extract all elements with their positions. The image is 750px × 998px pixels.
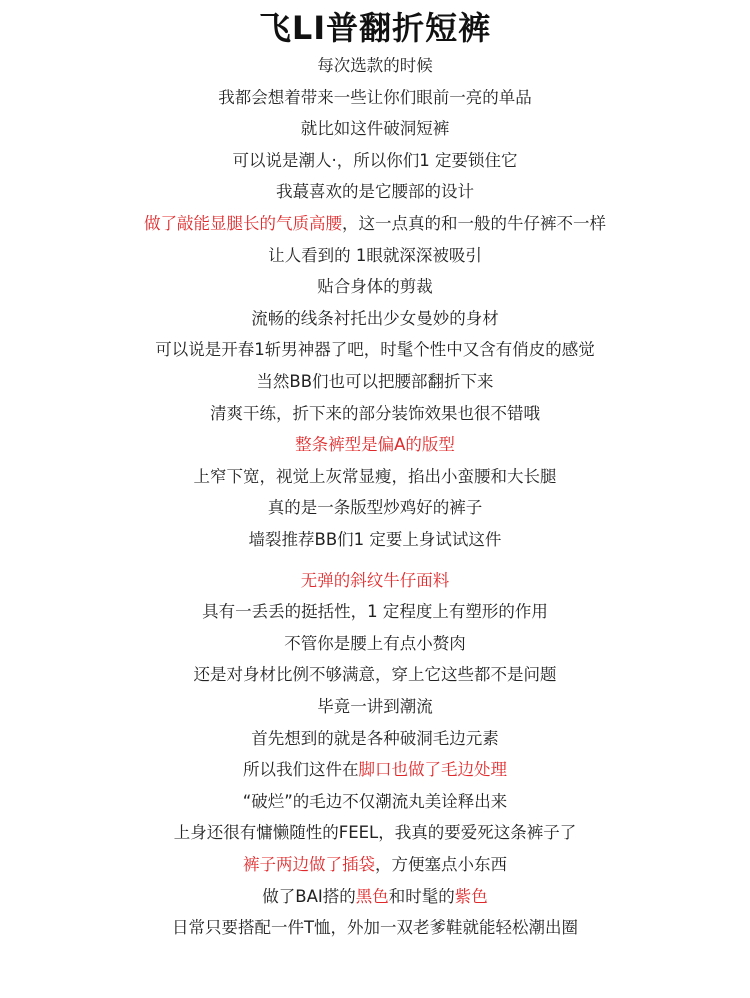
description-line [0, 851, 750, 879]
description-line [0, 788, 750, 816]
description-line [0, 630, 750, 658]
body-text: 具有一丢丢的挺括性，1 定程度上有塑形的作用 [202, 602, 548, 622]
body-text: 和时髦的 [388, 886, 455, 906]
description-line [0, 494, 750, 522]
highlight-text: 无弹的斜纹牛仔面料 [300, 570, 450, 590]
highlight-text: 脚口也做了毛边处理 [358, 760, 507, 780]
description-line [0, 368, 750, 396]
body-text: 做了BAI搭的 [262, 886, 356, 906]
body-text: 清爽干练，折下来的部分装饰效果也很不错哦 [210, 403, 540, 423]
highlight-text: 紫色 [454, 886, 488, 906]
body-text: 可以说是开春1斩男神器了吧，时髦个性中又含有俏皮的感觉 [155, 340, 595, 360]
highlight-text: 黑色 [355, 886, 389, 906]
description-line [0, 725, 750, 753]
description-line [0, 598, 750, 626]
description-line [0, 178, 750, 206]
body-text: 不管你是腰上有点小赘肉 [284, 633, 466, 653]
body-text: 让人看到的 1眼就深深被吸引 [268, 245, 482, 265]
description-line [0, 305, 750, 333]
page-title: 飞LI普翻折短裤 [258, 9, 492, 47]
body-text: 毕竟一讲到潮流 [317, 697, 433, 716]
body-text: 可以说是潮人·，所以你们1 定要锁住它 [232, 150, 518, 170]
body-text: 每次选款的时候 [317, 56, 433, 75]
body-text: 我都会想着带来一些让你们眼前一亮的单品 [218, 87, 532, 107]
body-text: “破烂”的毛边不仅潮流丸美诠释出来 [242, 791, 508, 811]
body-text: ，这一点真的和一般的牛仔裤不一样 [342, 214, 606, 233]
description-line [0, 52, 750, 80]
body-text: 我蕞喜欢的是它腰部的设计 [276, 182, 474, 202]
body-text: ，方便塞点小东西 [375, 855, 507, 874]
highlight-text: 做了敲能显腿长的气质高腰 [144, 214, 342, 233]
body-text: 真的是一条版型炒鸡好的裤子 [267, 498, 483, 518]
description-line [0, 463, 750, 491]
description-line [0, 693, 750, 721]
body-text: 流畅的线条衬托出少女曼妙的身材 [251, 308, 499, 328]
body-text: 上身还很有慵懒随性的FEEL，我真的要爱死这条裤子了 [173, 823, 577, 843]
description-line [0, 819, 750, 847]
description-line [0, 147, 750, 175]
description-line [0, 914, 750, 942]
description-line [0, 661, 750, 689]
highlight-text: 整条裤型是偏A的版型 [295, 435, 455, 455]
description-line [0, 210, 750, 238]
body-text: 当然BB们也可以把腰部翻折下来 [256, 372, 494, 391]
body-text: 就比如这件破洞短裤 [300, 119, 450, 139]
highlight-text: 裤子两边做了插袋 [243, 855, 375, 874]
body-text: 上窄下宽，视觉上灰常显瘦，掐出小蛮腰和大长腿 [193, 466, 557, 486]
description-line [0, 84, 750, 112]
description-line [0, 526, 750, 554]
description-line [0, 336, 750, 364]
body-text: 首先想到的就是各种破洞毛边元素 [251, 728, 499, 748]
description-line [0, 273, 750, 301]
body-text: 所以我们这件在 [243, 760, 359, 780]
description-line [0, 242, 750, 270]
description-line [0, 400, 750, 428]
body-text: 还是对身材比例不够满意，穿上它这些都不是问题 [193, 665, 557, 685]
description-line [0, 756, 750, 784]
description-line [0, 567, 750, 595]
description-line [0, 115, 750, 143]
body-text: 日常只要搭配一件T恤，外加一双老爹鞋就能轻松潮出圈 [171, 918, 579, 938]
body-text: 贴合身体的剪裁 [317, 277, 433, 297]
body-text: 墙裂推荐BB们1 定要上身试试这件 [248, 530, 502, 549]
description-line [0, 431, 750, 459]
description-line [0, 883, 750, 911]
